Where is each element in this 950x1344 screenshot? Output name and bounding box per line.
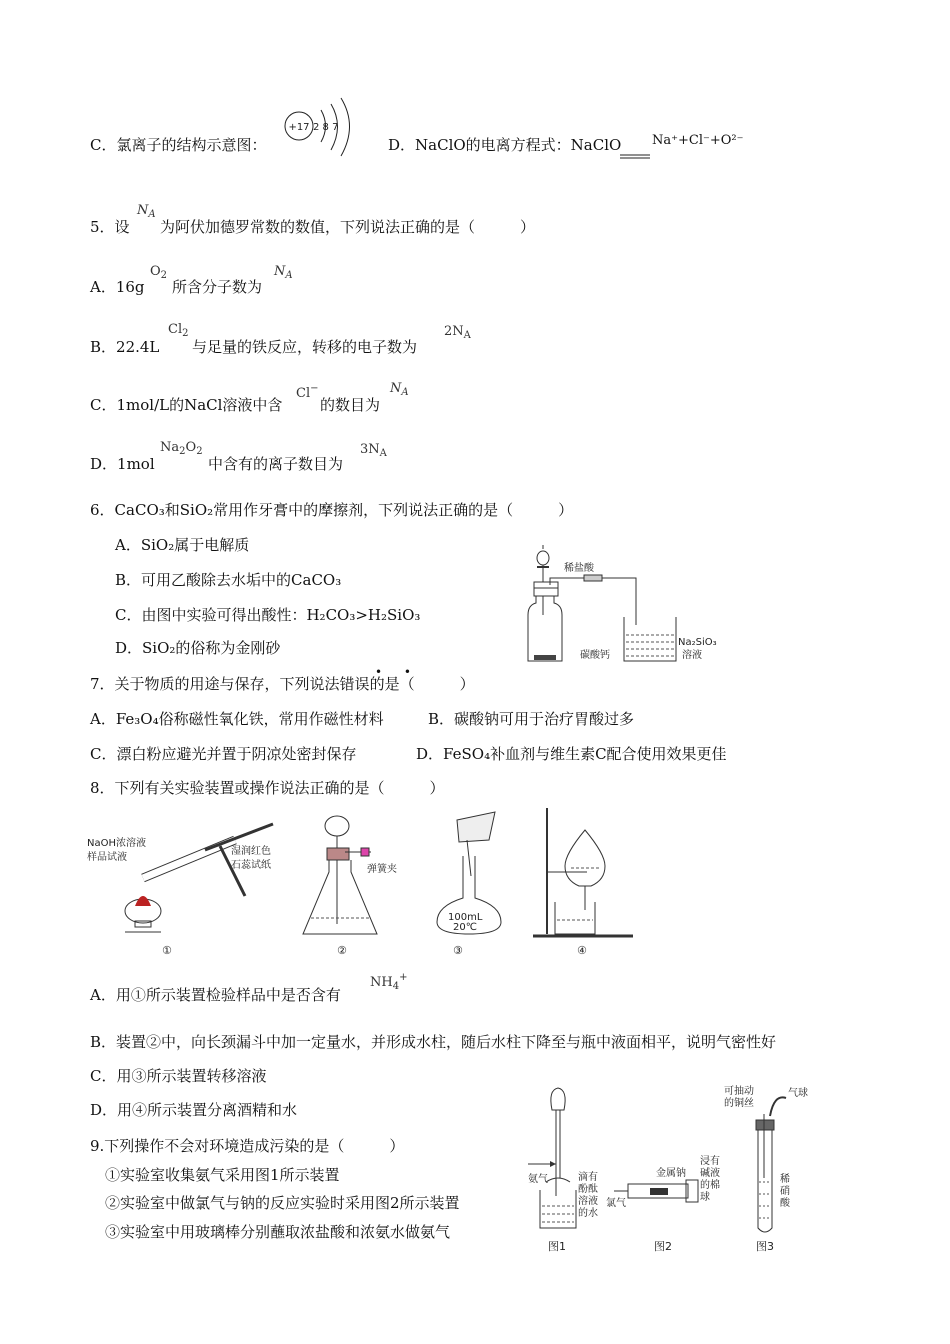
q6-option-c: C．由图中实验可得出酸性：H₂CO₃>H₂SiO₃ [115, 606, 421, 624]
q8-option-b: B．装置②中，向长颈漏斗中加一定量水，并形成水柱，随后水柱下降至与瓶中液面相平，说明气密性好 [90, 1033, 777, 1051]
label-sodium-silicate: Na₂SiO₃ [678, 637, 717, 648]
cl2-formula: $Cl_2$ [168, 322, 189, 339]
label-cotton-3: 的棉 [700, 1180, 720, 1191]
fig-number-1: ① [162, 944, 172, 957]
label-copper-1: 可抽动 [724, 1086, 754, 1097]
label-temperature: 20℃ [453, 922, 477, 933]
label-litmus-1: 湿润红色 [231, 846, 271, 857]
label-calcium-carbonate: 碳酸钙 [580, 650, 610, 661]
label-acid-2: 硝 [780, 1186, 790, 1197]
q8-apparatus-figure [85, 806, 645, 962]
q4-d-products: Na⁺+Cl⁻+O²⁻ [652, 133, 744, 148]
q4-option-c: C．氯离子的结构示意图： [90, 136, 267, 154]
q7-option-b: B．碳酸钠可用于治疗胃酸过多 [428, 710, 635, 728]
q9-item-2: ②实验室中做氯气与钠的反应实验时采用图2所示装置 [105, 1194, 460, 1212]
q9-item-3: ③实验室中用玻璃棒分别蘸取浓盐酸和浓氨水做氨气 [105, 1223, 451, 1241]
q5-d-text: 中含有的离子数目为 [208, 455, 344, 473]
emphasis-dots: • • [375, 665, 420, 679]
label-copper-2: 的铜丝 [724, 1098, 754, 1109]
o2-formula: $O_2$ [150, 264, 168, 281]
label-spring-clamp: 弹簧夹 [367, 864, 397, 875]
na-symbol: $N_A$ [390, 381, 409, 398]
q5-stem-start: 5．设 [90, 218, 130, 236]
label-litmus-2: 石蕊试纸 [231, 860, 271, 871]
q5-stem: 为阿伏加德罗常数的数值，下列说法正确的是（ ） [160, 218, 536, 236]
q6-option-b: B．可用乙酸除去水垢中的CaCO₃ [115, 571, 342, 589]
label-cotton-4: 球 [700, 1192, 710, 1203]
q5-b-text: 与足量的铁反应，转移的电子数为 [192, 338, 418, 356]
q6-option-a: A．SiO₂属于电解质 [115, 536, 250, 554]
fig-number-4: ④ [577, 944, 587, 957]
2na-symbol: $2N_A$ [444, 324, 471, 341]
q5-c-prefix: C．1mol/L的NaCl溶液中含 [90, 396, 283, 414]
label-water-2: 酚酞 [578, 1184, 598, 1195]
q7-stem-end: 的是（ ） [369, 675, 475, 693]
q7-stem-start: 7．关于物质的用途与保存，下列说法 [90, 675, 340, 693]
q5-a-prefix: A．16g [90, 278, 145, 296]
label-cotton-2: 碱液 [700, 1168, 720, 1179]
nucleus-charge: +17 [288, 122, 310, 133]
q7-stem-emphasis: 错误 [339, 675, 370, 693]
label-water-1: 滴有 [578, 1172, 598, 1183]
q7-stem [90, 677, 475, 692]
q9-stem: 9.下列操作不会对环境造成污染的是（ ） [90, 1137, 405, 1155]
label-acid-3: 酸 [780, 1198, 790, 1209]
label-cotton-1: 浸有 [700, 1156, 720, 1167]
na-symbol: $N_A$ [274, 264, 293, 281]
q5-a-text: 所含分子数为 [172, 278, 263, 296]
chloride-ion-diagram [280, 95, 360, 175]
electron-shells: 2 8 7 [313, 122, 339, 133]
q8-option-a: A．用①所示装置检验样品中是否含有 [90, 986, 341, 1004]
q7-option-d: D．FeSO₄补血剂与维生素C配合使用效果更佳 [416, 745, 727, 763]
label-solution: 溶液 [682, 650, 702, 661]
fig-number-3: ③ [453, 944, 463, 957]
label-volume: 100mL [448, 912, 483, 923]
label-naoh: NaOH浓溶液 [87, 838, 146, 849]
na-symbol: $N_A$ [137, 203, 156, 220]
label-ammonia: 氨气 [528, 1174, 548, 1185]
q5-c-text: 的数目为 [320, 396, 381, 414]
q4-option-d: D．NaClO的电离方程式：NaClO [388, 136, 622, 154]
label-water-3: 溶液 [578, 1196, 598, 1207]
q7-option-a: A．Fe₃O₄俗称磁性氧化铁，常用作磁性材料 [90, 710, 384, 728]
equation-double-line [618, 138, 652, 162]
q5-b-prefix: B．22.4L [90, 338, 160, 356]
3na-symbol: $3N_A$ [360, 442, 387, 459]
q8-stem: 8．下列有关实验装置或操作说法正确的是（ ） [90, 779, 445, 797]
fig-number-2: ② [337, 944, 347, 957]
label-sodium: 金属钠 [656, 1168, 686, 1179]
label-balloon: 气球 [788, 1088, 808, 1099]
fig-caption-2: 图2 [654, 1240, 672, 1253]
q5-d-prefix: D．1mol [90, 455, 155, 473]
q9-item-1: ①实验室收集氨气采用图1所示装置 [105, 1166, 340, 1184]
acidity-apparatus-figure [520, 545, 730, 667]
fig-caption-3: 图3 [756, 1240, 774, 1253]
na2o2-formula: $Na_2O_2$ [160, 440, 203, 457]
q6-stem: 6．CaCO₃和SiO₂常用作牙膏中的摩擦剂，下列说法正确的是（ ） [90, 501, 574, 519]
q7-option-c: C．漂白粉应避光并置于阴凉处密封保存 [90, 745, 357, 763]
label-water-4: 的水 [578, 1208, 598, 1219]
nh4-formula: $NH_4^+$ [370, 972, 408, 992]
cl-ion-formula: Cl− [296, 383, 319, 401]
label-acid-1: 稀 [780, 1174, 790, 1185]
q8-option-c: C．用③所示装置转移溶液 [90, 1067, 267, 1085]
q6-option-d: D．SiO₂的俗称为金刚砂 [115, 639, 281, 657]
q9-apparatus-figure [518, 1078, 818, 1256]
label-chlorine: 氯气 [606, 1198, 626, 1209]
fig-caption-1: 图1 [548, 1240, 566, 1253]
label-dilute-hcl: 稀盐酸 [564, 563, 594, 574]
q8-option-d: D．用④所示装置分离酒精和水 [90, 1101, 298, 1119]
label-sample: 样品试液 [87, 852, 127, 863]
